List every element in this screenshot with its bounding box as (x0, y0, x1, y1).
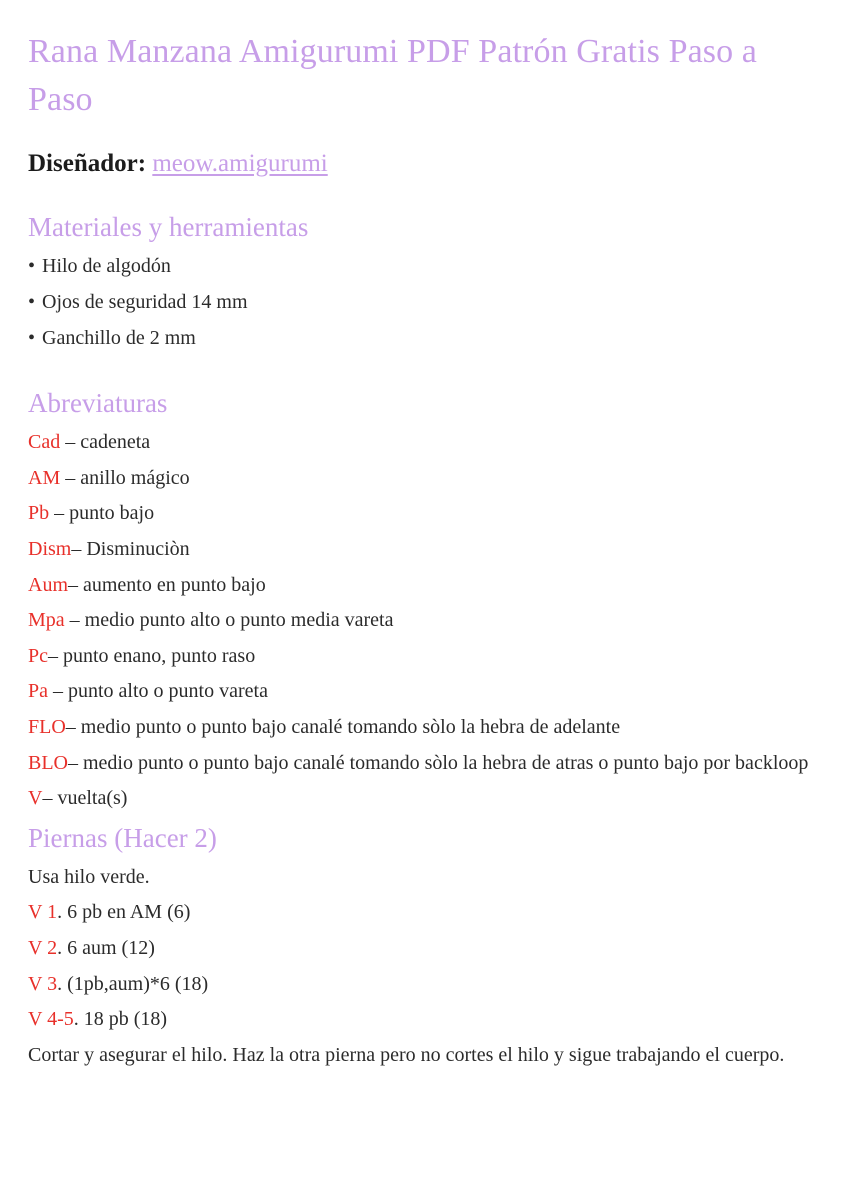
pattern-row-text: . 18 pb (18) (73, 1008, 168, 1031)
abbreviation-term: BLO (28, 751, 68, 774)
abbreviation-definition: – Disminuciòn (71, 538, 190, 561)
list-item-label: Ojos de seguridad 14 mm (42, 290, 248, 313)
pattern-row-label: V 1 (28, 901, 58, 924)
page-title: Rana Manzana Amigurumi PDF Patrón Gratis Paso a Paso (28, 33, 757, 119)
abbreviation-definition: – punto bajo (49, 502, 155, 525)
section-heading-materials: Materiales y herramientas (28, 212, 309, 243)
pattern-row-text: . 6 pb en AM (6) (57, 901, 191, 924)
abbreviation-definition: – punto alto o punto vareta (48, 680, 268, 703)
list-item (28, 249, 821, 285)
legs-intro: Usa hilo verde. (28, 865, 150, 888)
abbreviation-row (28, 674, 821, 710)
abbreviation-term: Aum (28, 573, 68, 596)
abbreviation-definition: – anillo mágico (60, 466, 190, 489)
legs-outro: Cortar y asegurar el hilo. Haz la otra pierna pero no cortes el hilo y sigue trabajando el cuerpo. (28, 1043, 785, 1066)
pattern-row (28, 931, 821, 967)
section-heading-legs: Piernas (Hacer 2) (28, 822, 217, 853)
list-item-label: Ganchillo de 2 mm (42, 326, 196, 349)
abbreviation-definition: – medio punto o punto bajo canalé tomando sòlo la hebra de adelante (65, 716, 621, 738)
pattern-row-label: V 2 (28, 937, 58, 960)
pattern-row-text: . (1pb,aum)*6 (18) (57, 972, 209, 995)
abbreviation-row (28, 568, 821, 604)
pattern-row (28, 895, 821, 931)
abbreviation-term: AM (28, 466, 61, 489)
abbreviation-term: Pb (28, 502, 50, 525)
abbreviation-definition: – medio punto alto o punto media vareta (64, 609, 394, 632)
abbreviation-term: Dism (28, 538, 72, 561)
list-item (28, 321, 821, 357)
materials-list (28, 249, 821, 356)
list-item (28, 285, 821, 321)
section-heading-abbreviations: Abreviaturas (28, 388, 168, 419)
abbreviation-term: Cad (28, 431, 61, 454)
pattern-row-text: . 6 aum (12) (57, 937, 155, 960)
abbreviations-list (28, 425, 821, 817)
bullet-icon: • (28, 290, 36, 313)
abbreviation-row (28, 746, 821, 782)
abbreviation-definition: – cadeneta (60, 431, 151, 454)
abbreviation-row (28, 461, 821, 497)
designer-label: Diseñador: (28, 149, 147, 177)
bullet-icon: • (28, 255, 36, 278)
abbreviation-definition: – vuelta(s) (42, 787, 128, 810)
abbreviation-definition: – aumento en punto bajo (68, 573, 266, 596)
designer-link[interactable]: meow.amigurumi (152, 149, 328, 177)
list-item-label: Hilo de algodón (42, 255, 171, 278)
pattern-row-label: V 3 (28, 972, 58, 995)
abbreviation-term: Pc (28, 644, 48, 667)
abbreviation-row (28, 425, 821, 461)
abbreviation-term: Pa (28, 680, 48, 703)
legs-rows (28, 895, 821, 1037)
abbreviation-row (28, 603, 821, 639)
abbreviation-row (28, 639, 821, 675)
abbreviation-row (28, 532, 821, 568)
abbreviation-term: FLO (28, 716, 66, 738)
abbreviation-term: V (28, 787, 43, 810)
pattern-row-label: V 4-5 (28, 1008, 74, 1031)
abbreviation-row (28, 781, 821, 817)
abbreviation-row (28, 710, 821, 746)
abbreviation-definition: – punto enano, punto raso (48, 644, 256, 667)
designer-line (28, 147, 821, 181)
pattern-row (28, 1002, 821, 1038)
abbreviation-definition: – medio punto o punto bajo canalé tomando sòlo la hebra de atras o punto bajo por backloop (68, 751, 809, 774)
abbreviation-term: Mpa (28, 609, 65, 632)
abbreviation-row (28, 496, 821, 532)
pattern-row (28, 967, 821, 1003)
bullet-icon: • (28, 326, 36, 349)
